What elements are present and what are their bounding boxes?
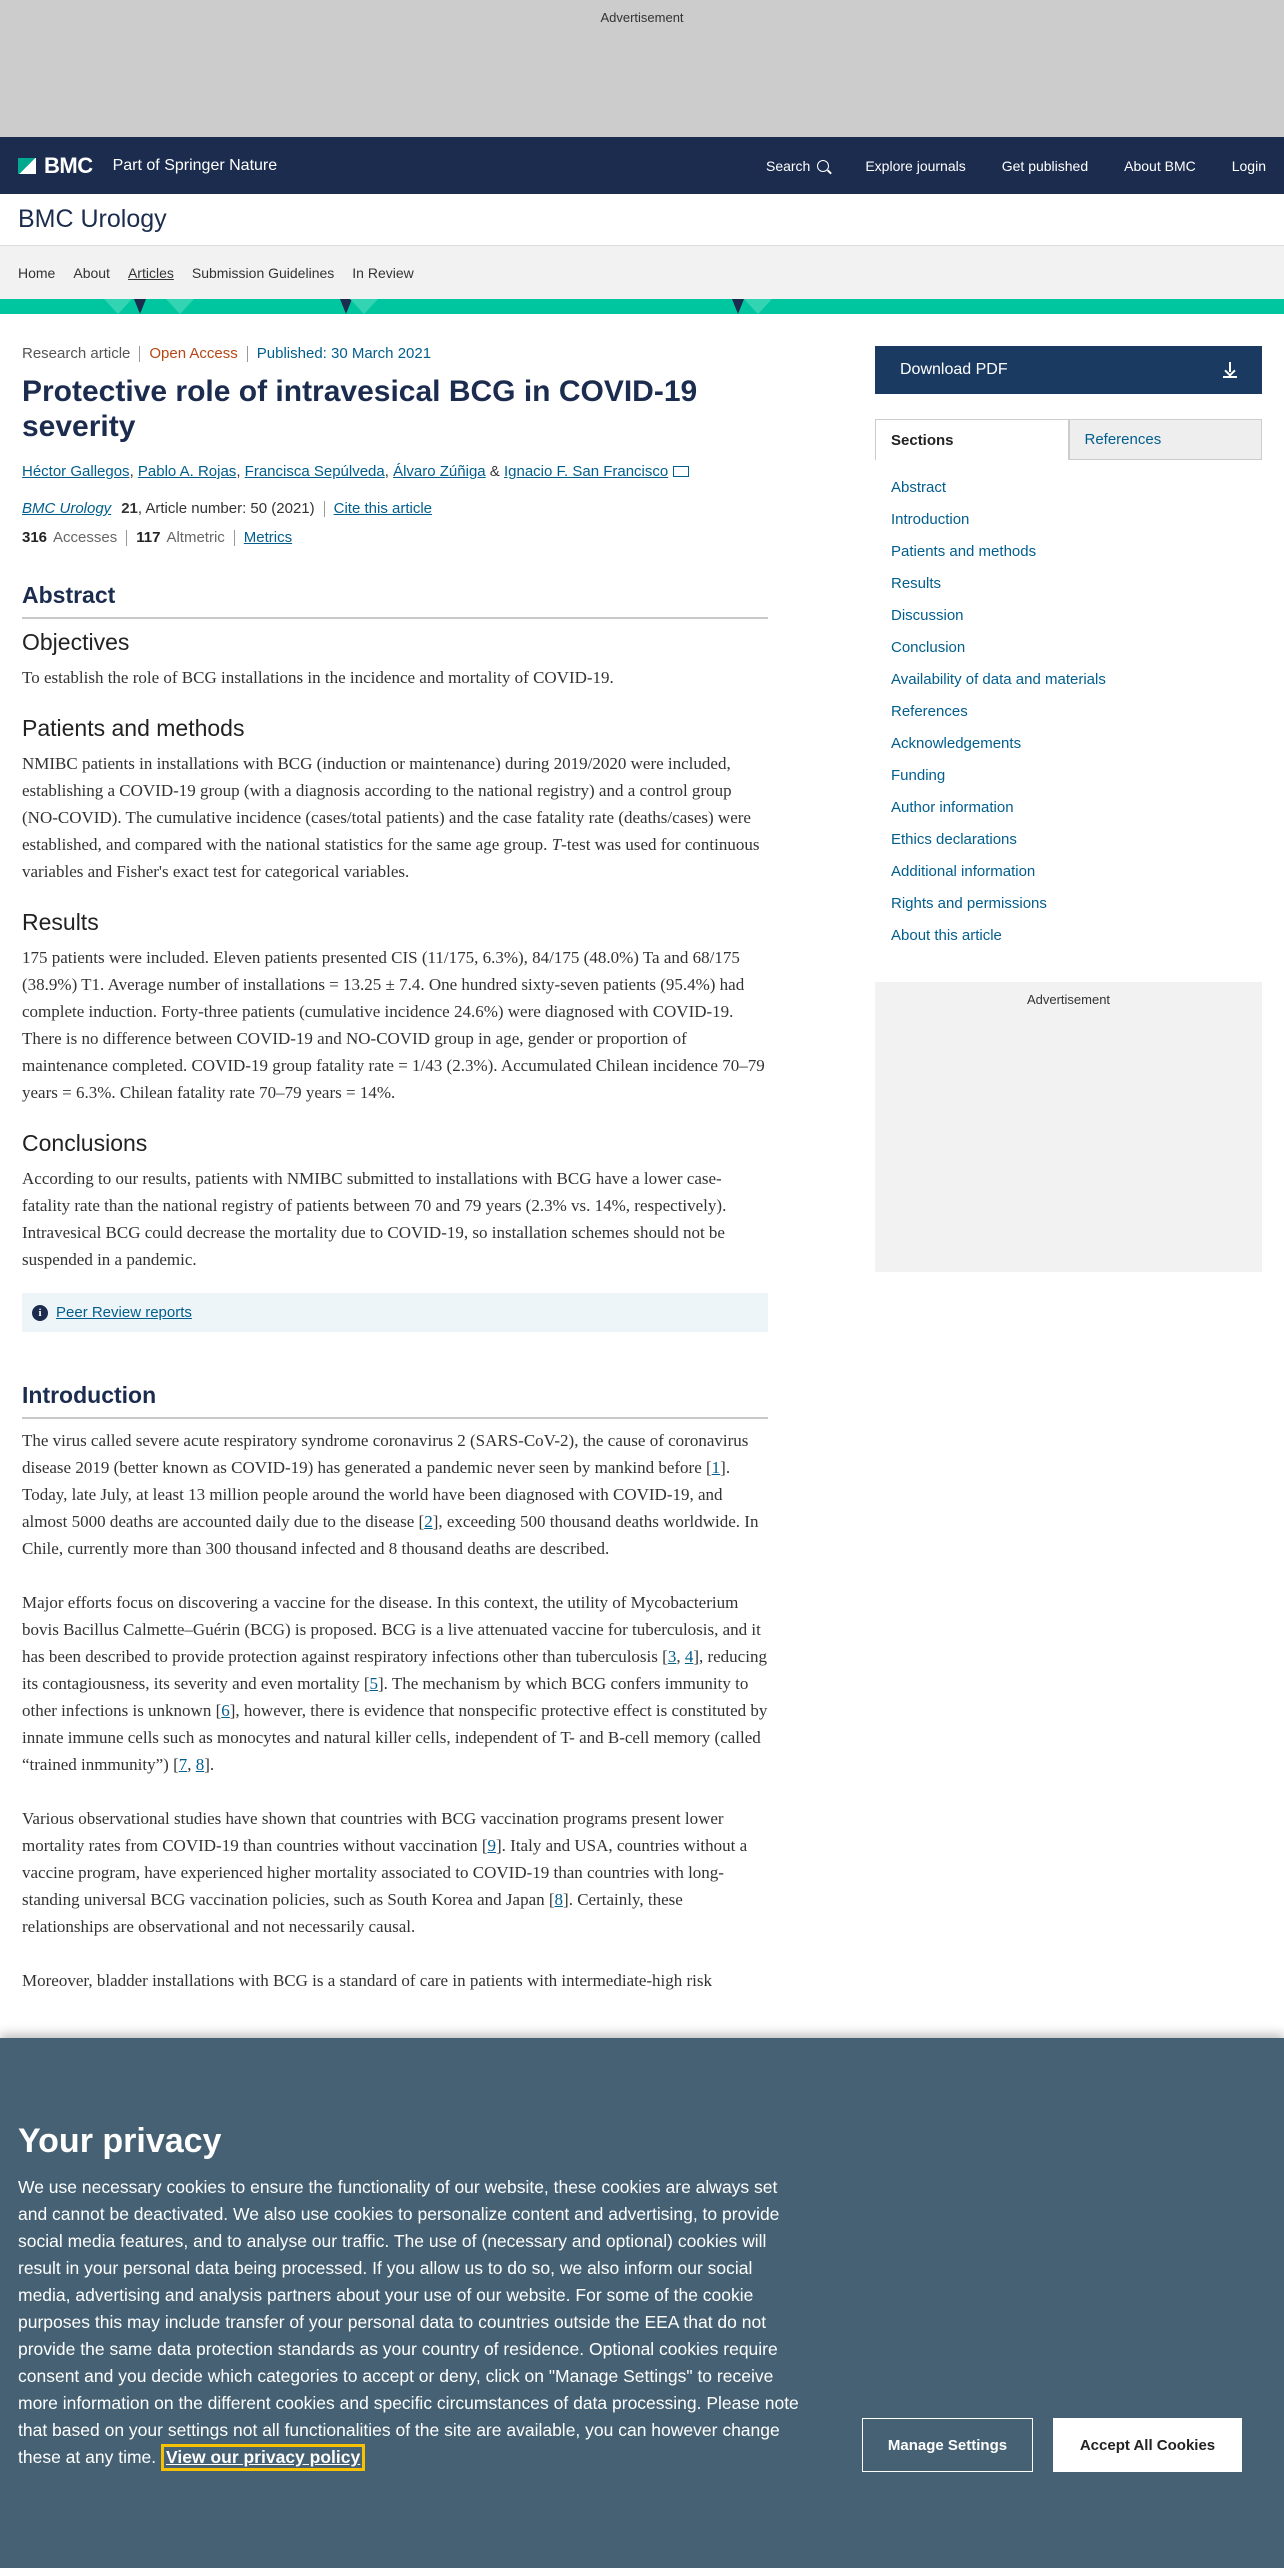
toc-item[interactable]: Additional information <box>891 863 1036 880</box>
meta-divider <box>139 346 140 362</box>
privacy-body: We use necessary cookies to ensure the functionality of our website, these cookies are always set and cannot be deactivated. We also use cookies to personalize content and advertising, to provide social media features, and to analyse our traffic. The use of (necessary and optional) cookies will result in your personal data being processed. If you allow us to do so, we also inform our social media, advertising and analysis partners about your use of our website. For some of the cookie purposes this may include transfer of your personal data to countries outside the EEA that do not provide the same data protection standards as your country of residence. Optional cookies require consent and you decide which categories to accept or deny, click on "Manage Settings" to receive more information on the different cookies and specific circumstances of data processing. Please note that based on your settings not all functionalities of the site are available, you can however change these at any time. <box>18 2177 799 2467</box>
toc-item[interactable]: References <box>891 703 968 720</box>
author-link[interactable]: Francisca Sepúlveda <box>244 463 385 480</box>
author-link[interactable]: Álvaro Zúñiga <box>393 463 486 480</box>
author-separator: , <box>384 463 394 480</box>
band-shape <box>744 299 772 314</box>
methods-tail: -test was used for continuous variables and Fisher's exact test for categorical variables. <box>22 835 760 881</box>
download-pdf-label: Download PDF <box>900 361 1008 378</box>
text-run: , <box>187 1755 196 1774</box>
article-type: Research article <box>22 345 131 362</box>
reference-link[interactable]: 3 <box>667 1647 677 1666</box>
subnav-about[interactable]: About <box>73 264 110 281</box>
article-main <box>22 345 768 1994</box>
subnav-articles[interactable]: Articles <box>127 264 174 281</box>
reference-link[interactable]: 5 <box>369 1674 378 1693</box>
toc-item[interactable]: Ethics declarations <box>891 831 1017 848</box>
abstract-heading: Abstract <box>22 582 768 619</box>
bmc-logo[interactable] <box>18 153 277 179</box>
published-date: Published: 30 March 2021 <box>256 345 432 362</box>
article-number: , Article number: 50 (2021) <box>137 500 315 517</box>
toc-item[interactable]: Conclusion <box>891 639 966 656</box>
reference-link[interactable]: 2 <box>424 1512 433 1531</box>
author-separator: , <box>236 463 245 480</box>
text-run: ], reducing its contagiousness, its severity and even mortality [ <box>22 1647 767 1693</box>
get-published-link[interactable]: Get published <box>1001 157 1089 174</box>
metrics-link[interactable]: Metrics <box>243 529 293 546</box>
journal-subnav <box>0 246 1284 299</box>
methods-text <box>22 750 768 885</box>
toc-item[interactable]: Results <box>891 575 942 592</box>
search-label: Search <box>765 157 811 174</box>
accesses-label: Accesses <box>53 529 118 546</box>
text-run: Major efforts focus on discovering a vaccine for the disease. In this context, the utility of Mycobacterium bovis Bacillus Calmette–Guérin (BCG) is proposed. BCG is a live attenuated vaccine for tuberculosis, and it has been described to provide protection against respiratory infections other than tuberculosis [ <box>22 1593 761 1666</box>
results-text: 175 patients were included. Eleven patients presented CIS (11/175, 6.3%), 84/175 (48.0%) Ta and 68/175 (38.9%) T1. Average number of installations = 13.25 ± 7.4. One hundred sixty-seven patients (95.4%) had complete induction. Forty-three patients (cumulative incidence 24.6%) were diagnosed with COVID-19. There is no difference between COVID-19 and NO-COVID group in age, gender or proportion of maintenance completed. COVID-19 group fatality rate = 1/43 (2.3%). Accumulated Chilean incidence 70–79 years = 6.3%. Chilean fatality rate 70–79 years = 14%. <box>22 948 765 1102</box>
methods-heading: Patients and methods <box>22 715 245 741</box>
download-icon <box>1223 362 1237 378</box>
objectives-heading: Objectives <box>22 629 130 655</box>
metrics-row <box>22 529 768 546</box>
text-run: ]. Italy and USA, countries without a vaccine program, have experienced higher mortality associated to COVID-19 than countries with long-standing universal BCG vaccination policies, such as South Korea and Japan [ <box>22 1836 748 1909</box>
band-shape <box>134 299 146 314</box>
author-separator: & <box>485 463 504 480</box>
conclusions-heading: Conclusions <box>22 1130 148 1156</box>
altmetric-count: 117 <box>136 529 161 546</box>
meta-divider <box>247 346 248 362</box>
methods-italic: T <box>551 835 562 854</box>
text-run: ], however, there is evidence that nonspecific protective effect is constituted by innate immune cells such as monocytes and natural killer cells, independent of T- and B-cell memory (called “trained inmmunity”) [ <box>22 1701 768 1774</box>
accept-all-cookies-button[interactable]: Accept All Cookies <box>1053 2418 1242 2472</box>
header-nav <box>766 158 1266 174</box>
toc-item[interactable]: Availability of data and materials <box>891 671 1106 688</box>
login-link[interactable]: Login <box>1231 157 1266 174</box>
author-link[interactable]: Héctor Gallegos <box>22 463 130 480</box>
reference-link[interactable]: 6 <box>221 1701 230 1720</box>
reference-link[interactable]: 8 <box>554 1890 564 1909</box>
conclusions-text: According to our results, patients with NMIBC submitted to installations with BCG have a lower case-fatality rate than the national registry of patients between 70 and 79 years (2.3% vs. 14%, respectively). Intravesical BCG could decrease the mortality due to COVID-19, so installation schemes should not be suspended in a pandemic. <box>22 1169 727 1269</box>
decorative-band <box>0 299 1284 314</box>
download-pdf-button[interactable] <box>875 346 1262 394</box>
privacy-text <box>18 2174 808 2471</box>
text-run: Various observational studies have shown that countries with BCG vaccination programs present lower mortality rates from COVID-19 than countries without vaccination [ <box>22 1809 724 1855</box>
intro-paragraph <box>22 1427 768 1562</box>
article-meta <box>22 345 768 362</box>
cookie-banner <box>0 2038 1284 2568</box>
reference-link[interactable]: 1 <box>711 1458 721 1477</box>
info-icon: i <box>32 1305 48 1321</box>
site-header <box>0 137 1284 194</box>
intro-paragraph: Moreover, bladder installations with BCG is a standard of care in patients with intermediate-high risk <box>22 1971 713 1990</box>
ad-label: Advertisement <box>600 10 684 25</box>
meta-divider <box>234 530 235 546</box>
intro-paragraph <box>22 1589 768 1778</box>
reference-link[interactable]: 9 <box>487 1836 496 1855</box>
search-icon <box>817 160 829 172</box>
introduction-section <box>22 1382 768 1994</box>
band-shape <box>104 299 132 314</box>
toc-item[interactable]: Patients and methods <box>891 543 1037 560</box>
volume-number: 21 <box>121 500 138 517</box>
text-run: ]. The mechanism by which BCG confers immunity to other infections is unknown [ <box>22 1674 749 1720</box>
altmetric-label: Altmetric <box>166 529 225 546</box>
subnav-guidelines[interactable]: Submission Guidelines <box>191 264 335 281</box>
toc-item[interactable]: Discussion <box>891 607 964 624</box>
author-list <box>22 462 768 482</box>
tab-sections[interactable]: Sections <box>875 419 1069 460</box>
journal-title[interactable]: BMC Urology <box>18 205 167 233</box>
open-access-badge: Open Access <box>149 345 238 362</box>
text-run: ]. Today, late July, at least 13 million people around the world have been diagnosed with COVID-19, and almost 5000 deaths are accounted daily due to the disease [ <box>22 1458 731 1531</box>
ad-label: Advertisement <box>1026 992 1111 1007</box>
toc-item[interactable]: Funding <box>891 767 946 784</box>
band-shape <box>732 299 744 314</box>
bmc-logo-icon <box>18 158 36 174</box>
tab-references[interactable]: References <box>1069 419 1263 460</box>
sidebar-advertisement <box>875 982 1262 1272</box>
peer-review-link[interactable]: Peer Review reports <box>56 1304 192 1321</box>
cite-article-link[interactable]: Cite this article <box>333 500 433 517</box>
table-of-contents <box>875 472 1262 952</box>
abstract-section <box>22 582 768 1332</box>
text-run: The virus called severe acute respiratory syndrome coronavirus 2 (SARS-CoV-2), the cause of coronavirus disease 2019 (better known as COVID-19) has generated a pandemic never seen by mankind before [ <box>22 1431 749 1477</box>
privacy-title: Your privacy <box>18 2122 222 2160</box>
top-advertisement <box>0 0 1284 137</box>
accesses-count: 316 <box>22 529 48 546</box>
reference-link[interactable]: 4 <box>684 1647 694 1666</box>
text-run: ]. Certainly, these relationships are observational and not necessarily causal. <box>22 1890 683 1936</box>
band-shape <box>350 299 378 314</box>
meta-divider <box>324 501 325 517</box>
meta-divider <box>126 530 127 546</box>
privacy-policy-link[interactable]: View our privacy policy <box>161 2444 365 2471</box>
toc-item[interactable]: About this article <box>891 927 1002 944</box>
text-run: ]. <box>204 1755 215 1774</box>
results-heading: Results <box>22 909 99 935</box>
springer-nature-label: Part of Springer Nature <box>112 156 278 174</box>
methods-main: NMIBC patients in installations with BCG (induction or maintenance) during 2019/2020 were included, establishing a COVID-19 group (with a diagnosis according to the national registry) and a control group (NO-COVID). The cumulative incidence (cases/total patients) and the case fatality rate (deaths/cases) were established, and compared with the national statistics for the same age group. <box>22 754 751 854</box>
band-shape <box>166 299 194 314</box>
reference-link[interactable]: 7 <box>178 1755 188 1774</box>
about-bmc-link[interactable]: About BMC <box>1124 157 1196 174</box>
search-button[interactable] <box>766 158 829 174</box>
article-title: Protective role of intravesical BCG in COVID-19 severity <box>22 375 698 443</box>
toc-item[interactable]: Rights and permissions <box>891 895 1047 912</box>
journal-link[interactable]: BMC Urology <box>22 500 112 517</box>
manage-settings-button[interactable]: Manage Settings <box>862 2418 1033 2472</box>
objectives-text: To establish the role of BCG installations in the incidence and mortality of COVID-19. <box>22 668 614 687</box>
sidebar-tabs <box>875 419 1262 460</box>
toc-item[interactable]: Acknowledgements <box>891 735 1022 752</box>
explore-journals-link[interactable]: Explore journals <box>865 157 966 174</box>
journal-bar <box>0 194 1284 246</box>
introduction-heading: Introduction <box>22 1382 768 1419</box>
citation-row <box>22 500 768 517</box>
toc-item[interactable]: Introduction <box>891 511 970 528</box>
text-run: ], exceeding 500 thousand deaths worldwide. In Chile, currently more than 300 thousand infected and 8 thousand deaths are described. <box>22 1512 759 1558</box>
reference-link[interactable]: 8 <box>195 1755 205 1774</box>
toc-item[interactable]: Abstract <box>891 479 947 496</box>
subnav-home[interactable]: Home <box>18 264 56 281</box>
toc-item[interactable]: Author information <box>891 799 1014 816</box>
author-separator: , <box>129 463 138 480</box>
article-sidebar <box>875 346 1262 1272</box>
author-link[interactable]: Ignacio F. San Francisco <box>503 463 669 480</box>
email-icon[interactable] <box>673 466 689 477</box>
text-run: , <box>676 1647 685 1666</box>
bmc-brand: BMC <box>44 152 93 178</box>
intro-paragraph <box>22 1805 768 1940</box>
peer-review-box <box>22 1293 768 1332</box>
author-link[interactable]: Pablo A. Rojas <box>137 463 237 480</box>
subnav-in-review[interactable]: In Review <box>352 264 414 281</box>
